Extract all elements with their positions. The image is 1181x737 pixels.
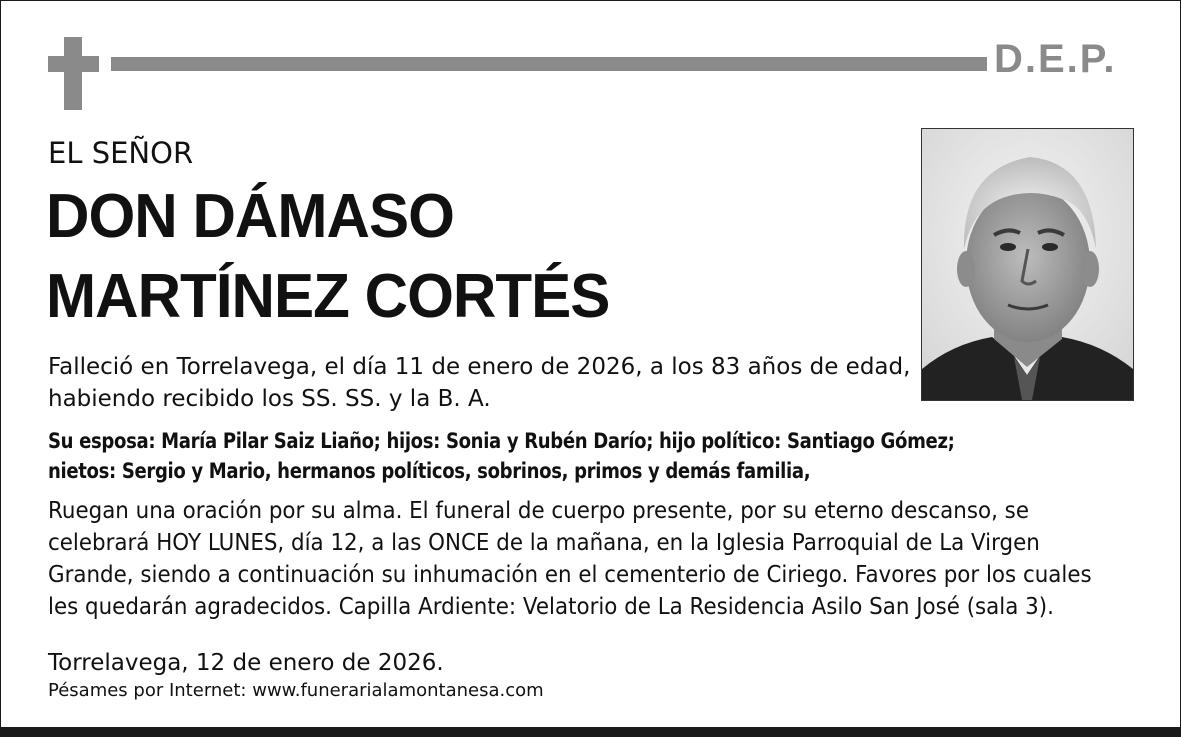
place-date: Torrelavega, 12 de enero de 2026. — [48, 650, 444, 676]
dep-label: D.E.P. — [994, 37, 1117, 81]
header-rule — [111, 57, 987, 71]
family-line2: nietos: Sergio y Mario, hermanos políticos, sobrinos, primos y demás familia, — [48, 459, 811, 483]
death-notice-line1: Falleció en Torrelavega, el día 11 de enero de 2026, a los 83 años de edad, — [48, 354, 911, 380]
deceased-name-line2: MARTÍNEZ CORTÉS — [46, 262, 610, 331]
funeral-line2: celebrará HOY LUNES, día 12, a las ONCE de la mañana, en la Iglesia Parroquial de La Virgen — [48, 530, 1040, 556]
honorific-title: EL SEÑOR — [48, 136, 194, 170]
death-notice-line2: habiendo recibido los SS. SS. y la B. A. — [48, 386, 491, 412]
bottom-rule — [1, 727, 1180, 736]
cross-icon-horizontal — [48, 56, 99, 72]
funeral-line4: les quedarán agradecidos. Capilla Ardiente: Velatorio de La Residencia Asilo San José (sala 3). — [48, 594, 1054, 620]
portrait-photo — [921, 128, 1134, 401]
family-line1: Su esposa: María Pilar Saiz Liaño; hijos: Sonia y Rubén Darío; hijo político: Santiago Gómez; — [48, 429, 955, 453]
funeral-line3: Grande, siendo a continuación su inhumación en el cementerio de Ciriego. Favores por los cuales — [48, 562, 1092, 588]
portrait-illustration — [922, 129, 1133, 400]
funeral-line1: Ruegan una oración por su alma. El funeral de cuerpo presente, por su eterno descanso, se — [48, 498, 1029, 524]
deceased-name-line1: DON DÁMASO — [46, 182, 454, 251]
cross-icon-vertical — [64, 37, 82, 110]
condolences-link[interactable]: Pésames por Internet: www.funerarialamontanesa.com — [48, 680, 544, 701]
